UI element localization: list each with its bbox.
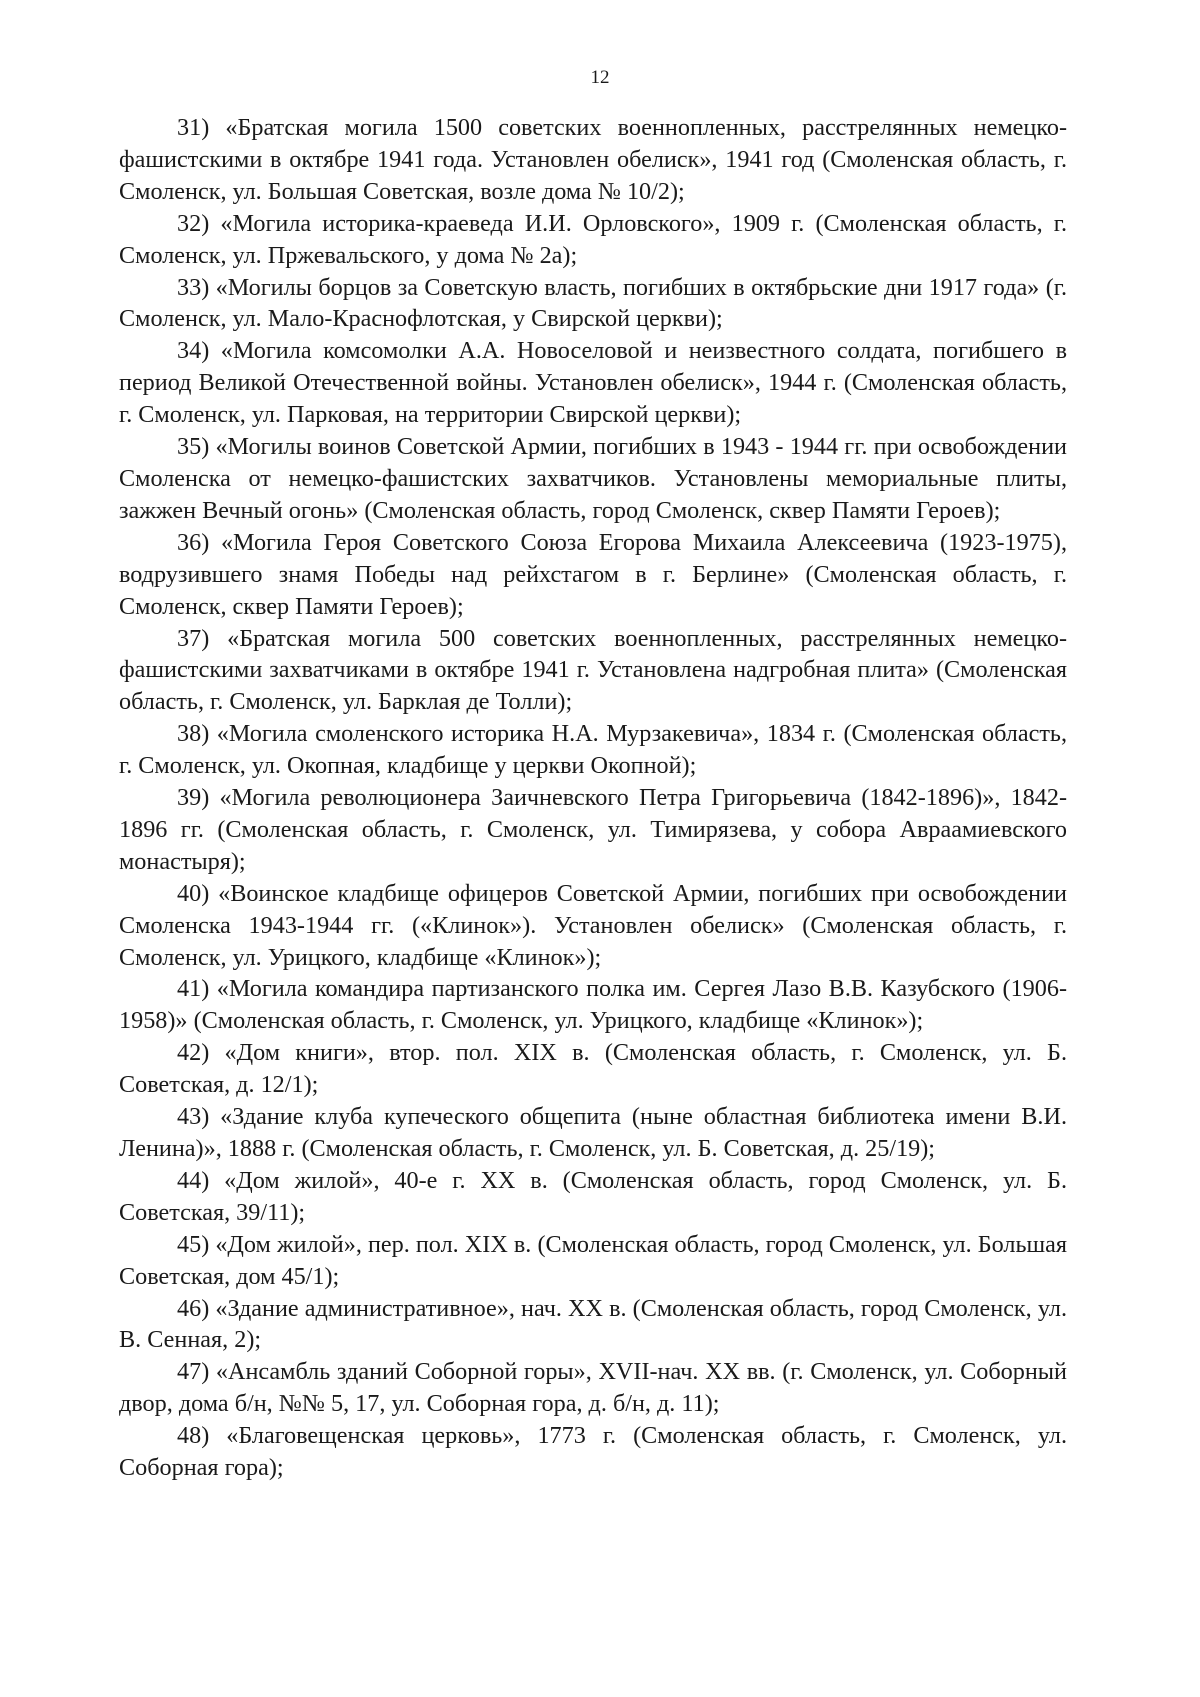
list-item: 42) «Дом книги», втор. пол. XIX в. (Смоленская область, г. Смоленск, ул. Б. Советская, д. 12/1); [119,1039,1067,1099]
list-item: 37) «Братская могила 500 советских военнопленных, расстрелянных немецко-фашистскими захватчиками в октябре 1941 г. Установлена надгробная плита» (Смоленская область, г. Смоленск, ул. Барклая де Толли); [119,624,1067,716]
list-item: 44) «Дом жилой», 40-е г. XX в. (Смоленская область, город Смоленск, ул. Б. Советская, 39/11); [119,1166,1067,1226]
list-item: 40) «Воинское кладбище офицеров Советской Армии, погибших при освобождении Смоленска 1943-1944 гг. («Клинок»). Установлен обелиск» (Смоленская область, г. Смоленск, ул. Урицкого, кладбище «Клинок»); [119,879,1067,971]
list-item: 48) «Благовещенская церковь», 1773 г. (Смоленская область, г. Смоленск, ул. Соборная гора); [119,1422,1067,1482]
list-item: 46) «Здание административное», нач. XX в. (Смоленская область, город Смоленск, ул. В. Сенная, 2); [119,1294,1067,1354]
page-number: 12 [590,67,610,88]
list-item: 38) «Могила смоленского историка Н.А. Мурзакевича», 1834 г. (Смоленская область, г. Смоленск, ул. Окопная, кладбище у церкви Окопной); [119,720,1067,780]
list-item: 31) «Братская могила 1500 советских военнопленных, расстрелянных немецко-фашистскими в октябре 1941 года. Установлен обелиск», 1941 год (Смоленская область, г. Смоленск, ул. Большая Советская, возле дома № 10/2); [119,114,1067,205]
list-item: 32) «Могила историка-краеведа И.И. Орловского», 1909 г. (Смоленская область, г. Смоленск, ул. Пржевальского, у дома № 2а); [119,209,1067,269]
list-item: 41) «Могила командира партизанского полка им. Сергея Лазо В.В. Казубского (1906-1958)» (Смоленская область, г. Смоленск, ул. Урицкого, кладбище «Клинок»); [119,975,1067,1035]
list-item: 39) «Могила революционера Заичневского Петра Григорьевича (1842-1896)», 1842-1896 гг. (Смоленская область, г. Смоленск, ул. Тимирязева, у собора Авраамиевского монастыря); [119,784,1067,875]
list-item: 36) «Могила Героя Советского Союза Егорова Михаила Алексеевича (1923-1975), водрузившего знамя Победы над рейхстагом в г. Берлине» (Смоленская область, г. Смоленск, сквер Памяти Героев); [119,528,1067,620]
monument-list [119,112,1067,1484]
list-item: 34) «Могила комсомолки А.А. Новоселовой и неизвестного солдата, погибшего в период Великой Отечественной войны. Установлен обелиск», 1944 г. (Смоленская область, г. Смоленск, ул. Парковая, на территории Свирской церкви); [119,337,1067,429]
list-item: 33) «Могилы борцов за Советскую власть, погибших в октябрьские дни 1917 года» (г. Смоленск, ул. Мало-Краснофлотская, у Свирской церкви); [119,273,1067,333]
list-item: 45) «Дом жилой», пер. пол. XIX в. (Смоленская область, город Смоленск, ул. Большая Советская, дом 45/1); [119,1230,1067,1290]
list-item: 35) «Могилы воинов Советской Армии, погибших в 1943 - 1944 гг. при освобождении Смоленска от немецко-фашистских захватчиков. Установлены мемориальные плиты, зажжен Вечный огонь» (Смоленская область, город Смоленск, сквер Памяти Героев); [119,433,1067,524]
list-item: 43) «Здание клуба купеческого общепита (ныне областная библиотека имени В.И. Ленина)», 1888 г. (Смоленская область, г. Смоленск, ул. Б. Советская, д. 25/19); [119,1103,1067,1162]
list-item: 47) «Ансамбль зданий Соборной горы», XVII-нач. XX вв. (г. Смоленск, ул. Соборный двор, дома б/н, №№ 5, 17, ул. Соборная гора, д. б/н, д. 11); [119,1358,1067,1418]
